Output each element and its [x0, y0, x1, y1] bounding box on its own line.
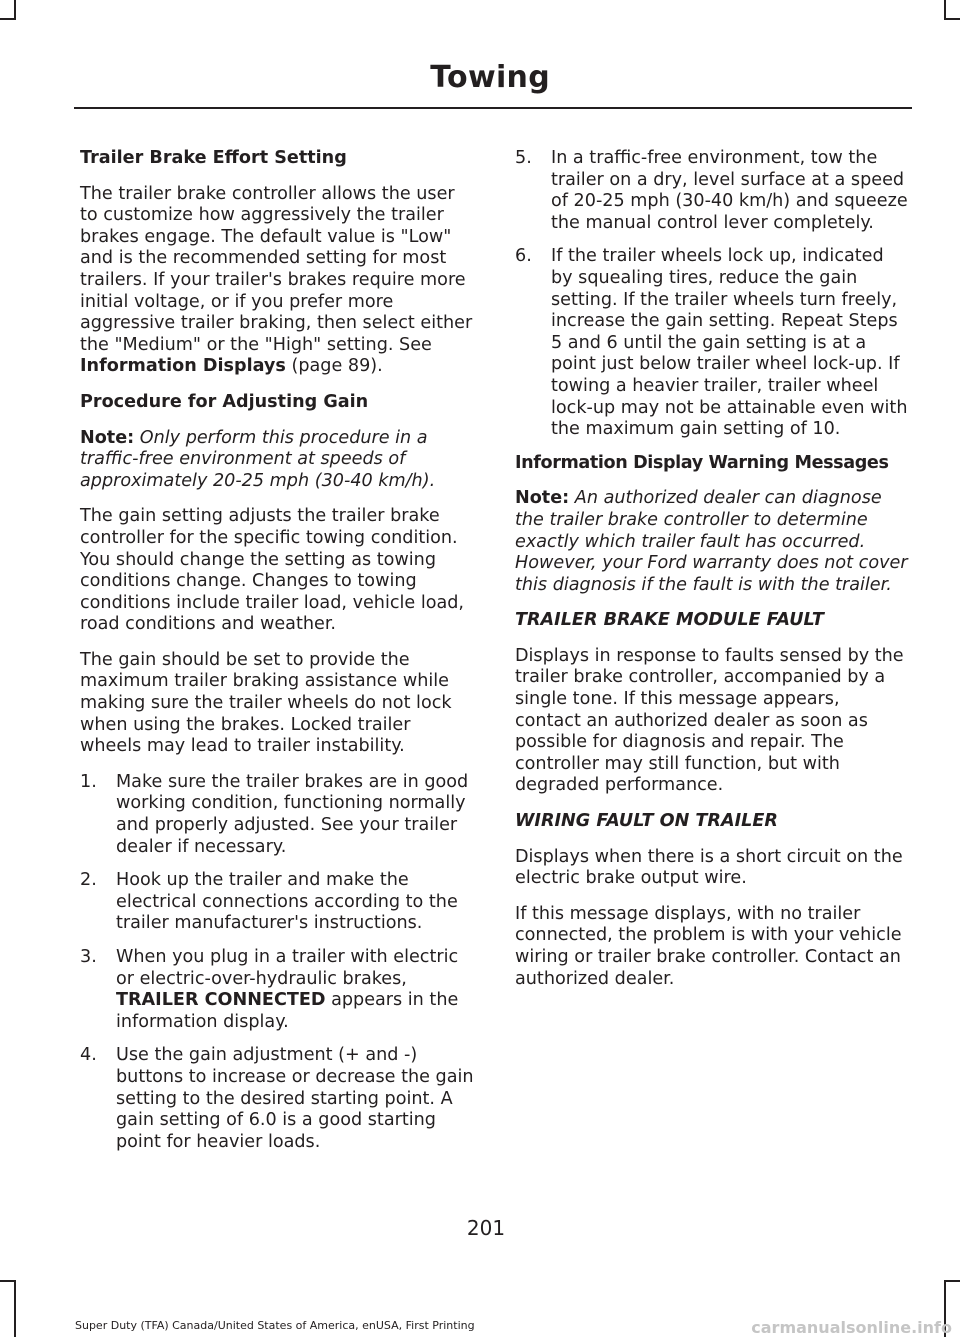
note-text: An authorized dealer can diagnose the trailer brake controller to determine exactly which trailer fault has occurred. However, your Ford warranty does not cover this diagnosis if the fault is with the trailer.	[515, 488, 908, 595]
note	[515, 488, 908, 596]
paragraph: The gain should be set to provide the maximum trailer braking assistance while making sure the trailer wheels do not lock when using the brakes. Locked trailer wheels may lead to trailer instability.	[80, 649, 452, 757]
section-heading: Trailer Brake Effort Setting	[80, 148, 347, 168]
procedure-steps	[515, 148, 908, 441]
paragraph: If this message displays, with no trailer connected, the problem is with your vehicle wiring or trailer brake controller. Contact an authorized dealer.	[515, 903, 902, 989]
right-column	[515, 148, 908, 1004]
display-message: TRAILER CONNECTED	[116, 990, 326, 1011]
paragraph: Displays in response to faults sensed by the trailer brake controller, accompanied by a single tone. If this message appears, contact an authorized dealer as soon as possible for diagnosis and repair. The controller may still function, but with degraded performance.	[515, 645, 904, 796]
paragraph: Displays when there is a short circuit on the electric brake output wire.	[515, 846, 903, 889]
crop-mark	[0, 18, 16, 20]
note-label: Note:	[515, 488, 570, 509]
note	[80, 428, 476, 493]
header-divider	[74, 107, 912, 109]
crop-mark	[944, 0, 946, 20]
edition-info: Super Duty (TFA) Canada/United States of America, enUSA, First Printing	[75, 1319, 475, 1332]
crop-mark	[944, 1280, 960, 1282]
section-heading: Information Display Warning Messages	[515, 452, 889, 473]
page-title: Towing	[430, 60, 550, 95]
crop-mark	[14, 0, 16, 20]
list-item: 5. In a traffic-free environment, tow the trailer on a dry, level surface at a speed of 20-25 mph (30-40 km/h) and squeeze the manual control lever completely.	[515, 148, 908, 233]
list-item: 4. Use the gain adjustment (+ and -) buttons to increase or decrease the gain setting to the desired starting point. A gain setting of 6.0 is a good starting point for heavier loads.	[80, 1045, 474, 1152]
message-title: TRAILER BRAKE MODULE FAULT	[515, 610, 824, 631]
list-item: 2. Hook up the trailer and make the electrical connections according to the trailer manufacturer's instructions.	[80, 870, 458, 934]
message-title: WIRING FAULT ON TRAILER	[515, 811, 778, 832]
list-item: 6. If the trailer wheels lock up, indicated by squealing tires, reduce the gain setting. If the trailer wheels turn freely, increase the gain setting. Repeat Steps 5 and 6 until the gain setting is at a point just below trailer wheel lock-up. If towing a heavier trailer, trailer wheel lock-up may not be attainable even with the maximum gain setting of 10.	[515, 246, 908, 440]
cross-reference-link[interactable]: Information Displays	[80, 356, 286, 377]
note-label: Note:	[80, 427, 135, 448]
paragraph: The gain setting adjusts the trailer brake controller for the specific towing condition. You should change the setting as towing conditions change. Changes to towing conditions include trailer load, vehicle load, road conditions and weather.	[80, 506, 465, 635]
list-item: 1. Make sure the trailer brakes are in good working condition, functioning normally and properly adjusted. See your trailer dealer if necessary.	[80, 771, 469, 857]
page-number: 201	[466, 1216, 506, 1240]
list-item: 3. When you plug in a trailer with electric or electric-over-hydraulic brakes, TRAILER CONNECTED appears in the information display.	[80, 947, 459, 1032]
paragraph: The trailer brake controller allows the user to customize how aggressively the trailer brakes engage. The default value is "Low" and is the recommended setting for most trailers. If your trailer's brakes require more initial voltage, or if you prefer more aggressive trailer braking, then select either the "Medium" or the "High" setting. See Information Displays (page 89).	[80, 183, 473, 377]
left-column	[80, 148, 476, 1165]
crop-mark	[0, 1280, 16, 1282]
crop-mark	[14, 1280, 16, 1337]
section-heading: Procedure for Adjusting Gain	[80, 391, 369, 412]
note-text: Only perform this procedure in a traffic-free environment at speeds of approximately 20-25 mph (30-40 km/h).	[80, 427, 436, 491]
procedure-steps	[80, 772, 476, 1154]
crop-mark	[944, 18, 960, 20]
watermark: carmanualsonline.info	[751, 1318, 952, 1337]
